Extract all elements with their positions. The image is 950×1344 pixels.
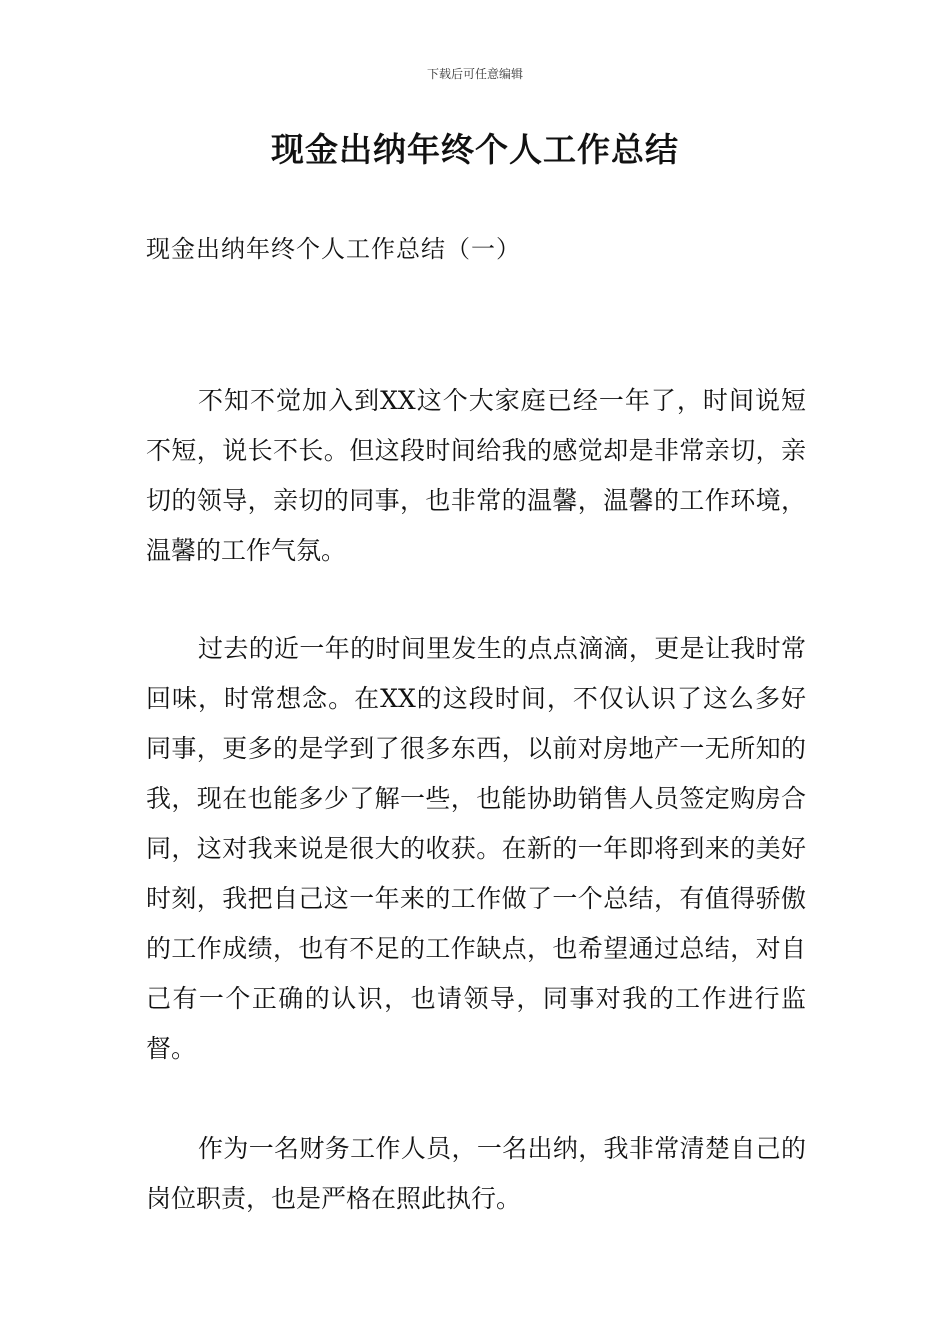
body-paragraph-1: 不知不觉加入到XX这个大家庭已经一年了，时间说短不短，说长不长。但这段时间给我的感觉却是非常亲切，亲切的领导，亲切的同事，也非常的温馨，温馨的工作环境，温馨的工作气氛。 <box>146 386 806 565</box>
body-paragraph-3: 作为一名财务工作人员，一名出纳，我非常清楚自己的岗位职责，也是严格在照此执行。 <box>146 1134 806 1213</box>
section-subtitle: 现金出纳年终个人工作总结（一） <box>146 235 521 263</box>
body-paragraph-2: 过去的近一年的时间里发生的点点滴滴，更是让我时常回味，时常想念。在XX的这段时间，不仅认识了这么多好同事，更多的是学到了很多东西，以前对房地产一无所知的我，现在也能多少了解一些，也能协助销售人员签定购房合同，这对我来说是很大的收获。在新的一年即将到来的美好时刻，我把自己这一年来的工作做了一个总结，有值得骄傲的工作成绩，也有不足的工作缺点，也希望通过总结，对自己有一个正确的认识，也请领导，同事对我的工作进行监督。 <box>146 634 806 1063</box>
header-note: 下载后可任意编辑 <box>426 67 523 81</box>
document-title: 现金出纳年终个人工作总结 <box>271 130 679 169</box>
